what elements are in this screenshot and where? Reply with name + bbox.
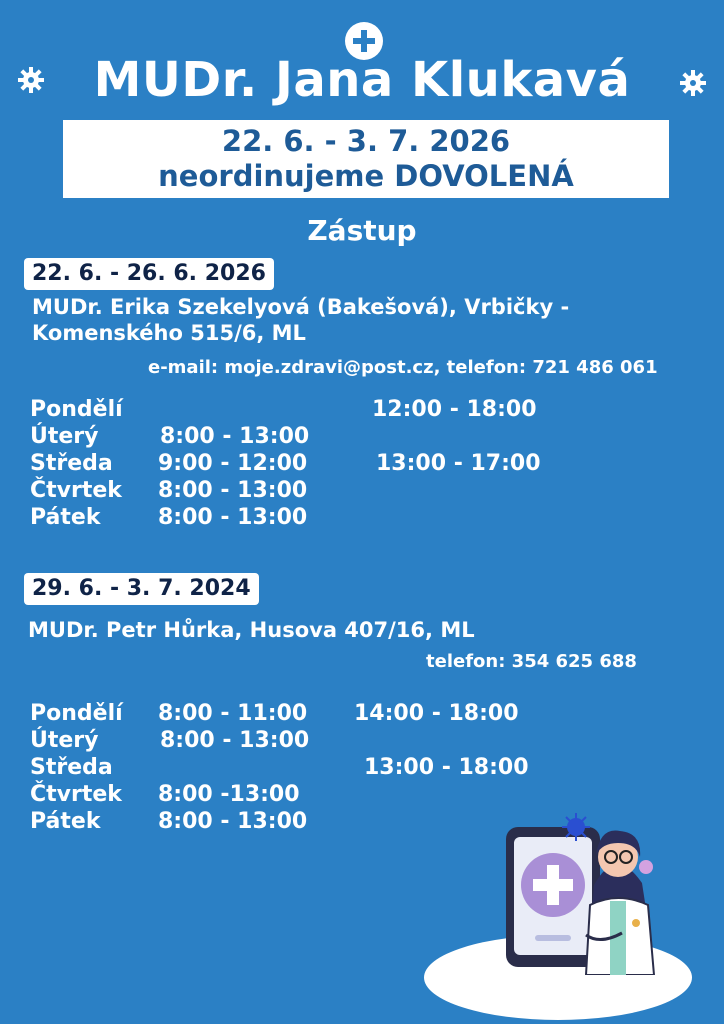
substitute-1-period: 22. 6. - 26. 6. 2026 bbox=[24, 258, 274, 290]
page-title: MUDr. Jana Klukavá bbox=[93, 52, 631, 108]
substitute-1-doctor: MUDr. Erika Szekelyová (Bakešová), Vrbičky - bbox=[32, 295, 570, 319]
vacation-notice: neordinujeme DOVOLENÁ bbox=[158, 159, 574, 193]
vacation-date-range: 22. 6. - 3. 7. 2026 bbox=[221, 124, 511, 158]
substitute-1-address: Komenského 515/6, ML bbox=[32, 321, 306, 345]
substitute-2-doctor: MUDr. Petr Hůrka, Husova 407/16, ML bbox=[28, 618, 475, 642]
doctor-illustration bbox=[490, 805, 670, 975]
substitute-2-schedule: Pondělí 8:00 - 11:00 14:00 - 18:00 Úterý 8:00 - 13:00 Středa 13:00 - 18:00 Čtvrtek 8:00 -13:00 Pátek 8:00 - 13:00 bbox=[30, 701, 529, 834]
substitute-2-period: 29. 6. - 3. 7. 2024 bbox=[24, 573, 259, 605]
substitute-2-contact: telefon: 354 625 688 bbox=[426, 651, 637, 672]
substitute-1-contact: e-mail: moje.zdravi@post.cz, telefon: 721 486 061 bbox=[148, 357, 658, 378]
vacation-banner bbox=[63, 120, 669, 198]
substitute-1-schedule: Pondělí 12:00 - 18:00 Úterý 8:00 - 13:00 Středa 9:00 - 12:00 13:00 - 17:00 Čtvrtek 8:00 - 13:00 Pátek 8:00 - 13:00 bbox=[30, 397, 541, 530]
substitute-heading: Zástup bbox=[307, 214, 417, 247]
